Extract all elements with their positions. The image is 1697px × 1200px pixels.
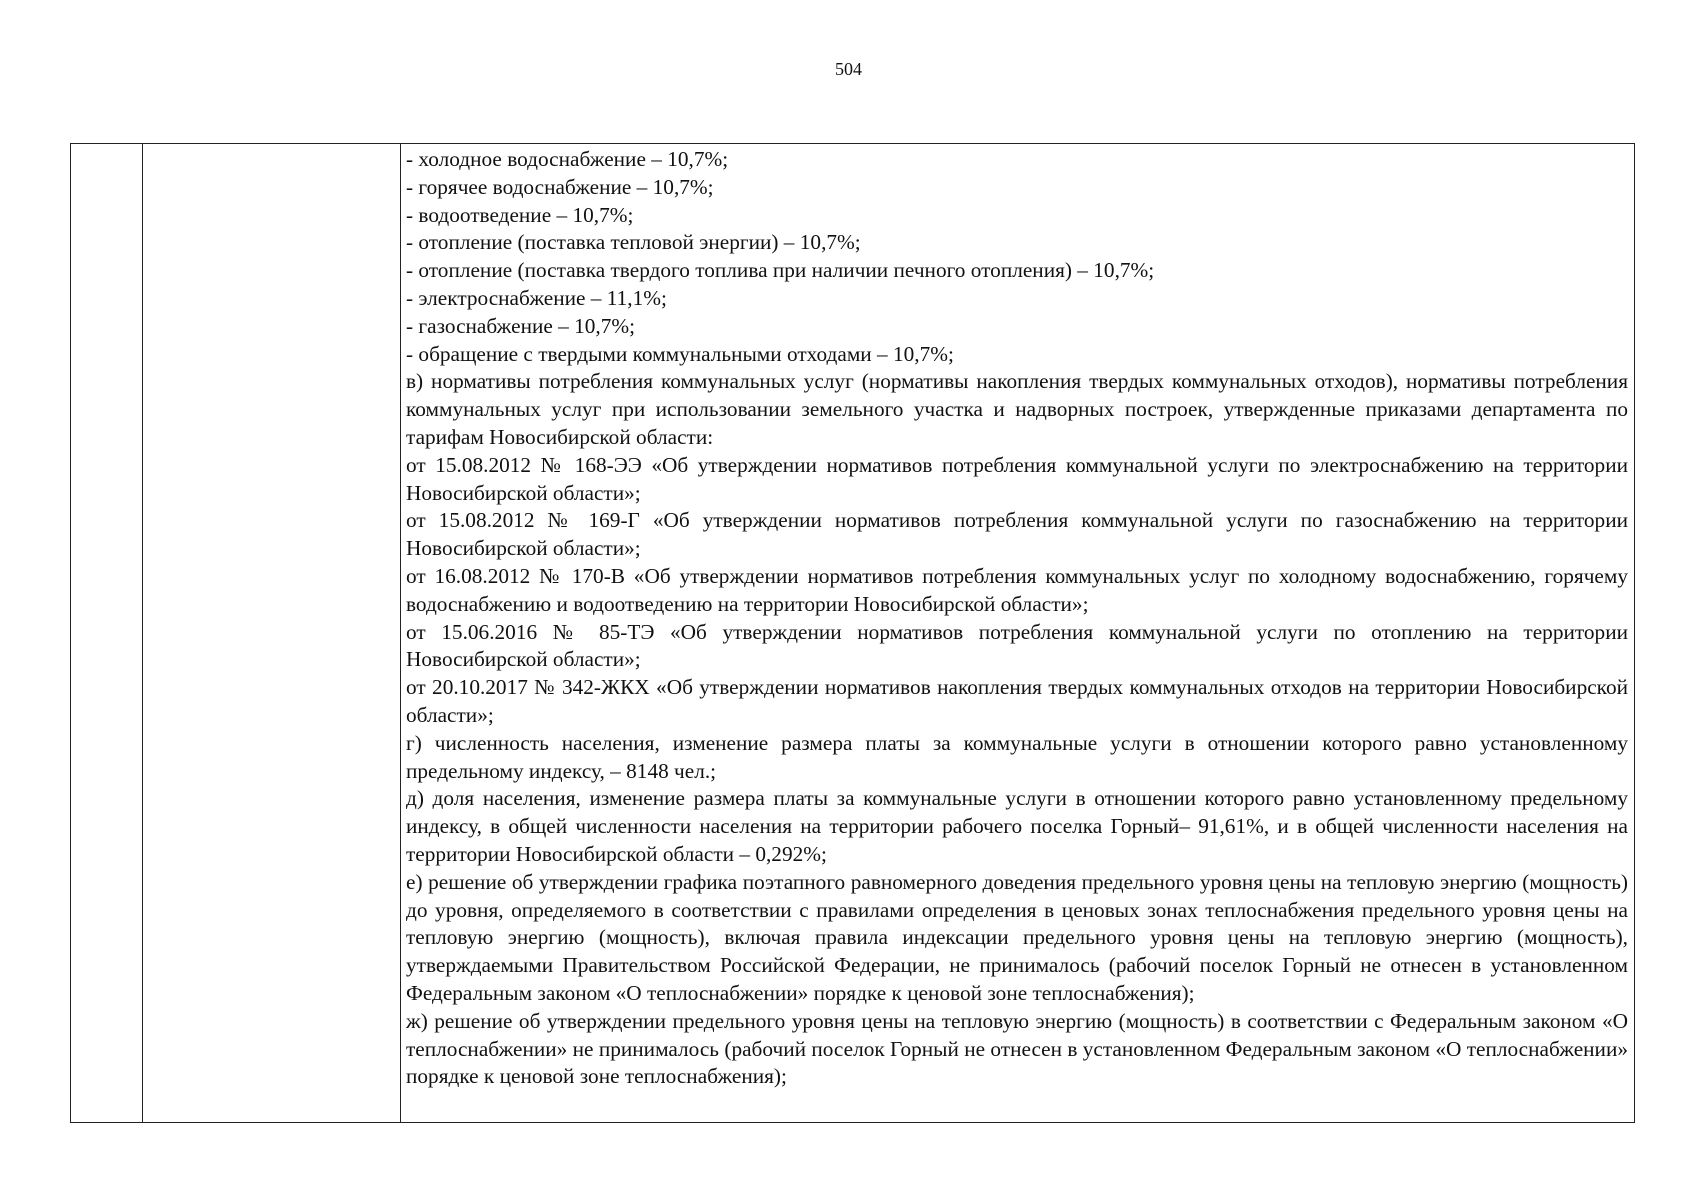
table-column-name bbox=[143, 144, 401, 1122]
page-number: 504 bbox=[835, 59, 862, 79]
paragraph-d: д) доля населения, изменение размера платы за коммунальные услуги в отношении которого равно установленному предельному индексу, в общей численности населения на территории рабочего поселка Горный– 91,61%, и в общей численности населения на территории Новосибирской области – 0,292%; bbox=[406, 786, 1628, 866]
paragraph-g: г) численность населения, изменение размера платы за коммунальные услуги в отношении которого равно установленному предельному индексу, – 8148 чел.; bbox=[406, 730, 1628, 783]
list-item: - электроснабжение – 11,1%; bbox=[406, 285, 667, 310]
table-column-number bbox=[71, 144, 143, 1122]
list-item: - водоотведение – 10,7%; bbox=[406, 202, 634, 227]
paragraph-order-85: от 15.06.2016 № 85-ТЭ «Об утверждении нормативов потребления коммунальной услуги по отоплению на территории Новосибирской области»; bbox=[406, 619, 1628, 672]
paragraph-order-170: от 16.08.2012 № 170-В «Об утверждении нормативов потребления коммунальных услуг по холодному водоснабжению, горячему водоснабжению и водоотведению на территории Новосибирской области»; bbox=[406, 563, 1628, 616]
document-table bbox=[70, 143, 1635, 1123]
paragraph-e: е) решение об утверждении графика поэтапного равномерного доведения предельного уровня цены на тепловую энергию (мощность) до уровня, определяемого в соответствии с правилами определения в ценовых зонах теплоснабжения предельного уровня цены на тепловую энергию (мощность), включая правила индексации предельного уровня цены на тепловую энергию (мощность), утверждаемыми Правительством Российской Федерации, не принималось (рабочий поселок Горный не отнесен в установленном Федеральным законом «О теплоснабжении» порядке к ценовой зоне теплоснабжения); bbox=[406, 869, 1628, 1005]
paragraph-v: в) нормативы потребления коммунальных услуг (нормативы накопления твердых коммунальных отходов), нормативы потребления коммунальных услуг при использовании земельного участка и надворных построек, утвержденные приказами департамента по тарифам Новосибирской области: bbox=[406, 369, 1628, 449]
list-item: - отопление (поставка твердого топлива при наличии печного отопления) – 10,7%; bbox=[406, 258, 1155, 283]
table-column-content bbox=[401, 144, 1634, 1122]
paragraph-order-342: от 20.10.2017 № 342-ЖКХ «Об утверждении нормативов накопления твердых коммунальных отходов на территории Новосибирской области»; bbox=[406, 675, 1628, 727]
list-item: - обращение с твердыми коммунальными отходами – 10,7%; bbox=[406, 341, 954, 366]
paragraph-order-169: от 15.08.2012 № 169-Г «Об утверждении нормативов потребления коммунальной услуги по газоснабжению на территории Новосибирской области»; bbox=[406, 508, 1628, 561]
list-item: - горячее водоснабжение – 10,7%; bbox=[406, 174, 714, 199]
paragraph-order-168: от 15.08.2012 № 168-ЭЭ «Об утверждении нормативов потребления коммунальной услуги по электроснабжению на территории Новосибирской области»; bbox=[406, 452, 1628, 505]
list-item: - отопление (поставка тепловой энергии) – 10,7%; bbox=[406, 230, 861, 255]
list-item: - холодное водоснабжение – 10,7%; bbox=[406, 147, 729, 171]
list-item: - газоснабжение – 10,7%; bbox=[406, 313, 636, 338]
paragraph-zh: ж) решение об утверждении предельного уровня цены на тепловую энергию (мощность) в соответствии с Федеральным законом «О теплоснабжении» не принималось (рабочий поселок Горный не отнесен в установленном Федеральным законом «О теплоснабжении» порядке к ценовой зоне теплоснабжения); bbox=[406, 1008, 1628, 1089]
